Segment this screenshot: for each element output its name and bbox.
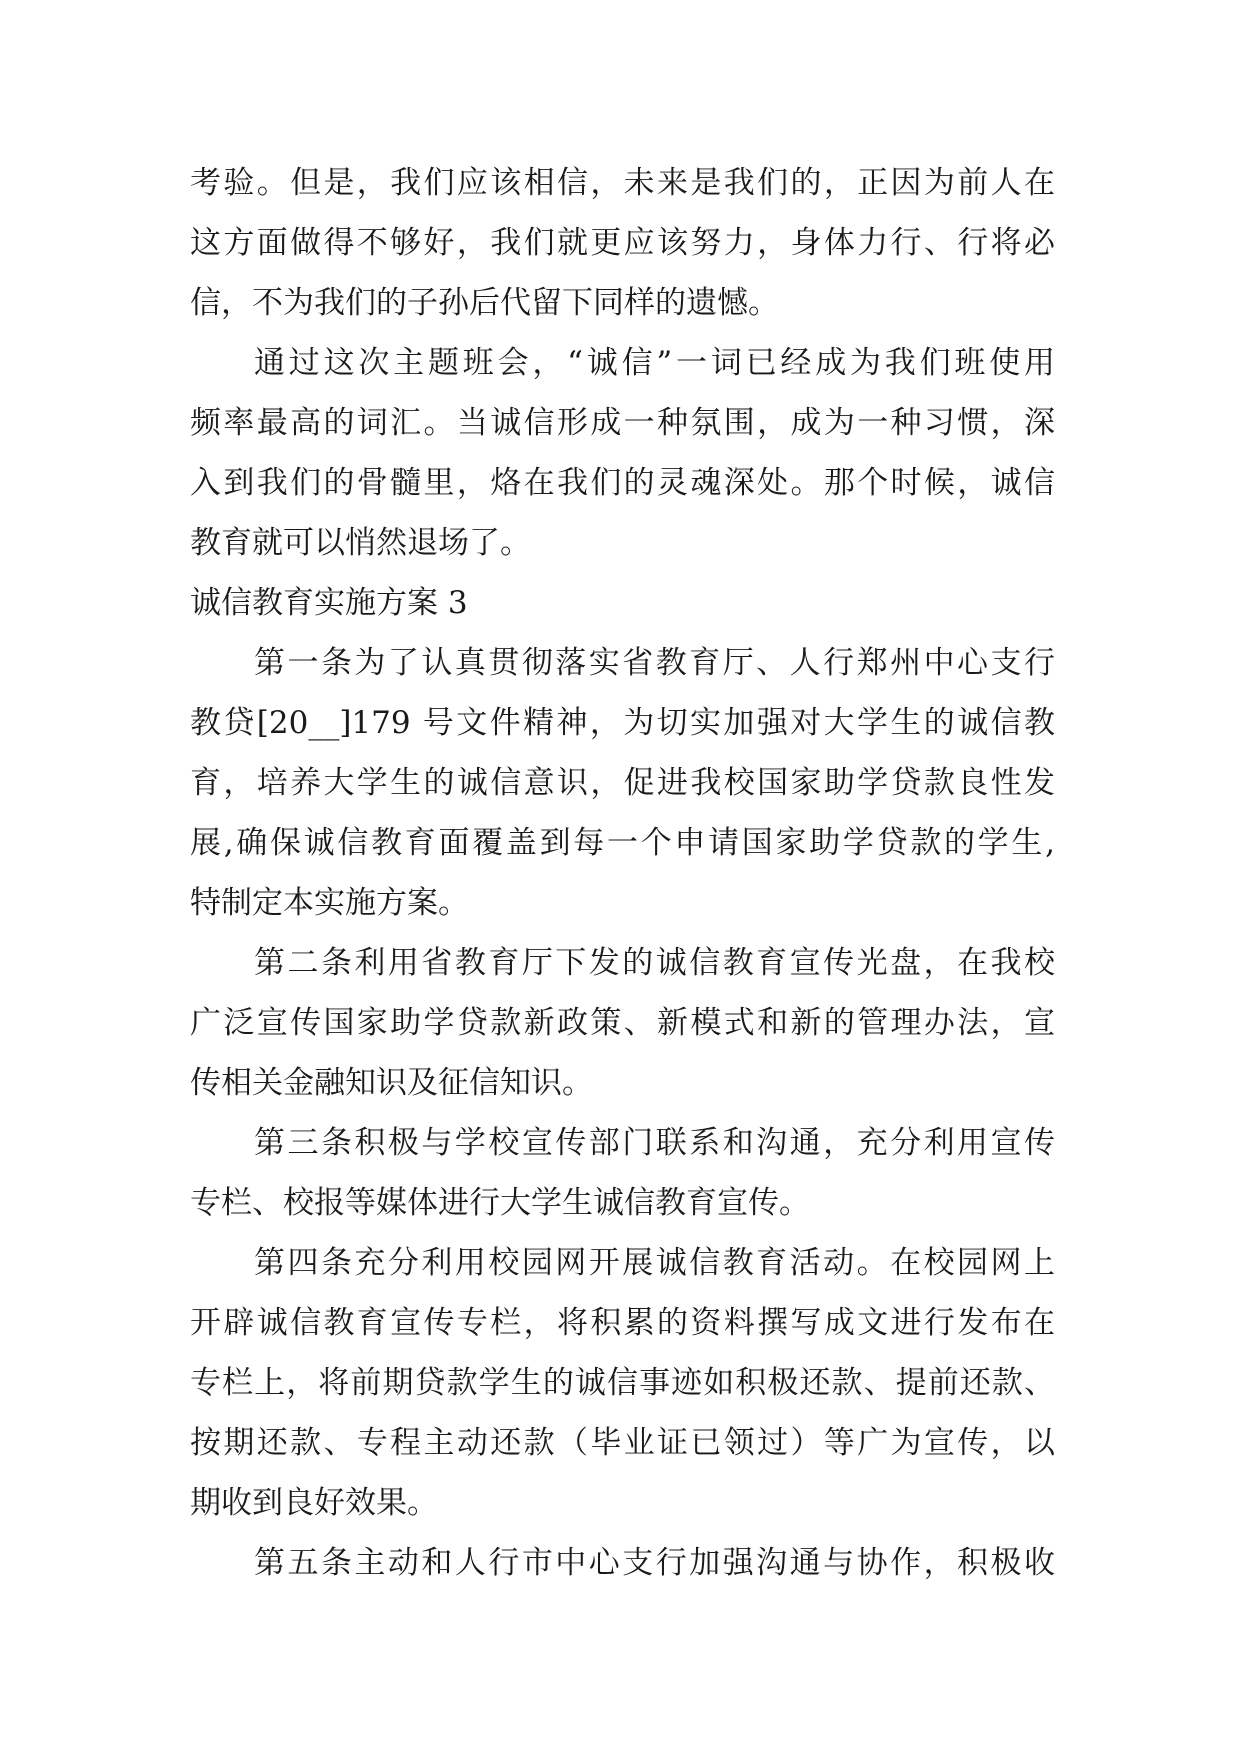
text-line: 专栏、校报等媒体进行大学生诚信教育宣传。 — [190, 1185, 810, 1221]
section-heading: 诚信教育实施方案 3 — [190, 585, 468, 621]
text-line: 育，培养大学生的诚信意识，促进我校国家助学贷款良性发 — [190, 765, 1055, 801]
text-line: 传相关金融知识及征信知识。 — [190, 1065, 593, 1101]
text-line: 通过这次主题班会，“诚信”一词已经成为我们班使用 — [254, 345, 1055, 381]
document-body — [190, 153, 1055, 1593]
text-line: 特制定本实施方案。 — [190, 885, 469, 921]
text-line: 第一条为了认真贯彻落实省教育厅、人行郑州中心支行 — [254, 645, 1055, 681]
paragraph-article-4 — [190, 1233, 1055, 1533]
text-line: 第二条利用省教育厅下发的诚信教育宣传光盘，在我校 — [254, 945, 1055, 981]
text-line: 按期还款、专程主动还款（毕业证已领过）等广为宣传，以 — [190, 1425, 1055, 1461]
text-line: 这方面做得不够好，我们就更应该努力，身体力行、行将必 — [190, 225, 1055, 261]
text-line: 入到我们的骨髓里，烙在我们的灵魂深处。那个时候，诚信 — [190, 465, 1055, 501]
text-line: 展,确保诚信教育面覆盖到每一个申请国家助学贷款的学生, — [190, 825, 1055, 861]
paragraph-article-2 — [190, 933, 1055, 1113]
text-line: 开辟诚信教育宣传专栏，将积累的资料撰写成文进行发布在 — [190, 1305, 1055, 1341]
paragraph-1 — [190, 153, 1055, 333]
paragraph-2 — [190, 333, 1055, 573]
paragraph-article-3 — [190, 1113, 1055, 1233]
paragraph-article-5 — [190, 1533, 1055, 1593]
text-line: 第五条主动和人行市中心支行加强沟通与协作，积极收 — [254, 1545, 1055, 1581]
text-line: 考验。但是，我们应该相信，未来是我们的，正因为前人在 — [190, 165, 1055, 201]
text-line: 频率最高的词汇。当诚信形成一种氛围，成为一种习惯，深 — [190, 405, 1055, 441]
text-line: 专栏上，将前期贷款学生的诚信事迹如积极还款、提前还款、 — [190, 1365, 1055, 1401]
paragraph-article-1 — [190, 633, 1055, 933]
text-line: 第四条充分利用校园网开展诚信教育活动。在校园网上 — [254, 1245, 1055, 1281]
text-line: 教育就可以悄然退场了。 — [190, 525, 531, 561]
text-line: 信，不为我们的子孙后代留下同样的遗憾。 — [190, 285, 779, 321]
text-line: 第三条积极与学校宣传部门联系和沟通，充分利用宣传 — [254, 1125, 1055, 1161]
text-line: 广泛宣传国家助学贷款新政策、新模式和新的管理办法，宣 — [190, 1005, 1055, 1041]
text-line: 教贷[20__]179 号文件精神，为切实加强对大学生的诚信教 — [190, 705, 1055, 741]
text-line: 期收到良好效果。 — [190, 1485, 438, 1521]
